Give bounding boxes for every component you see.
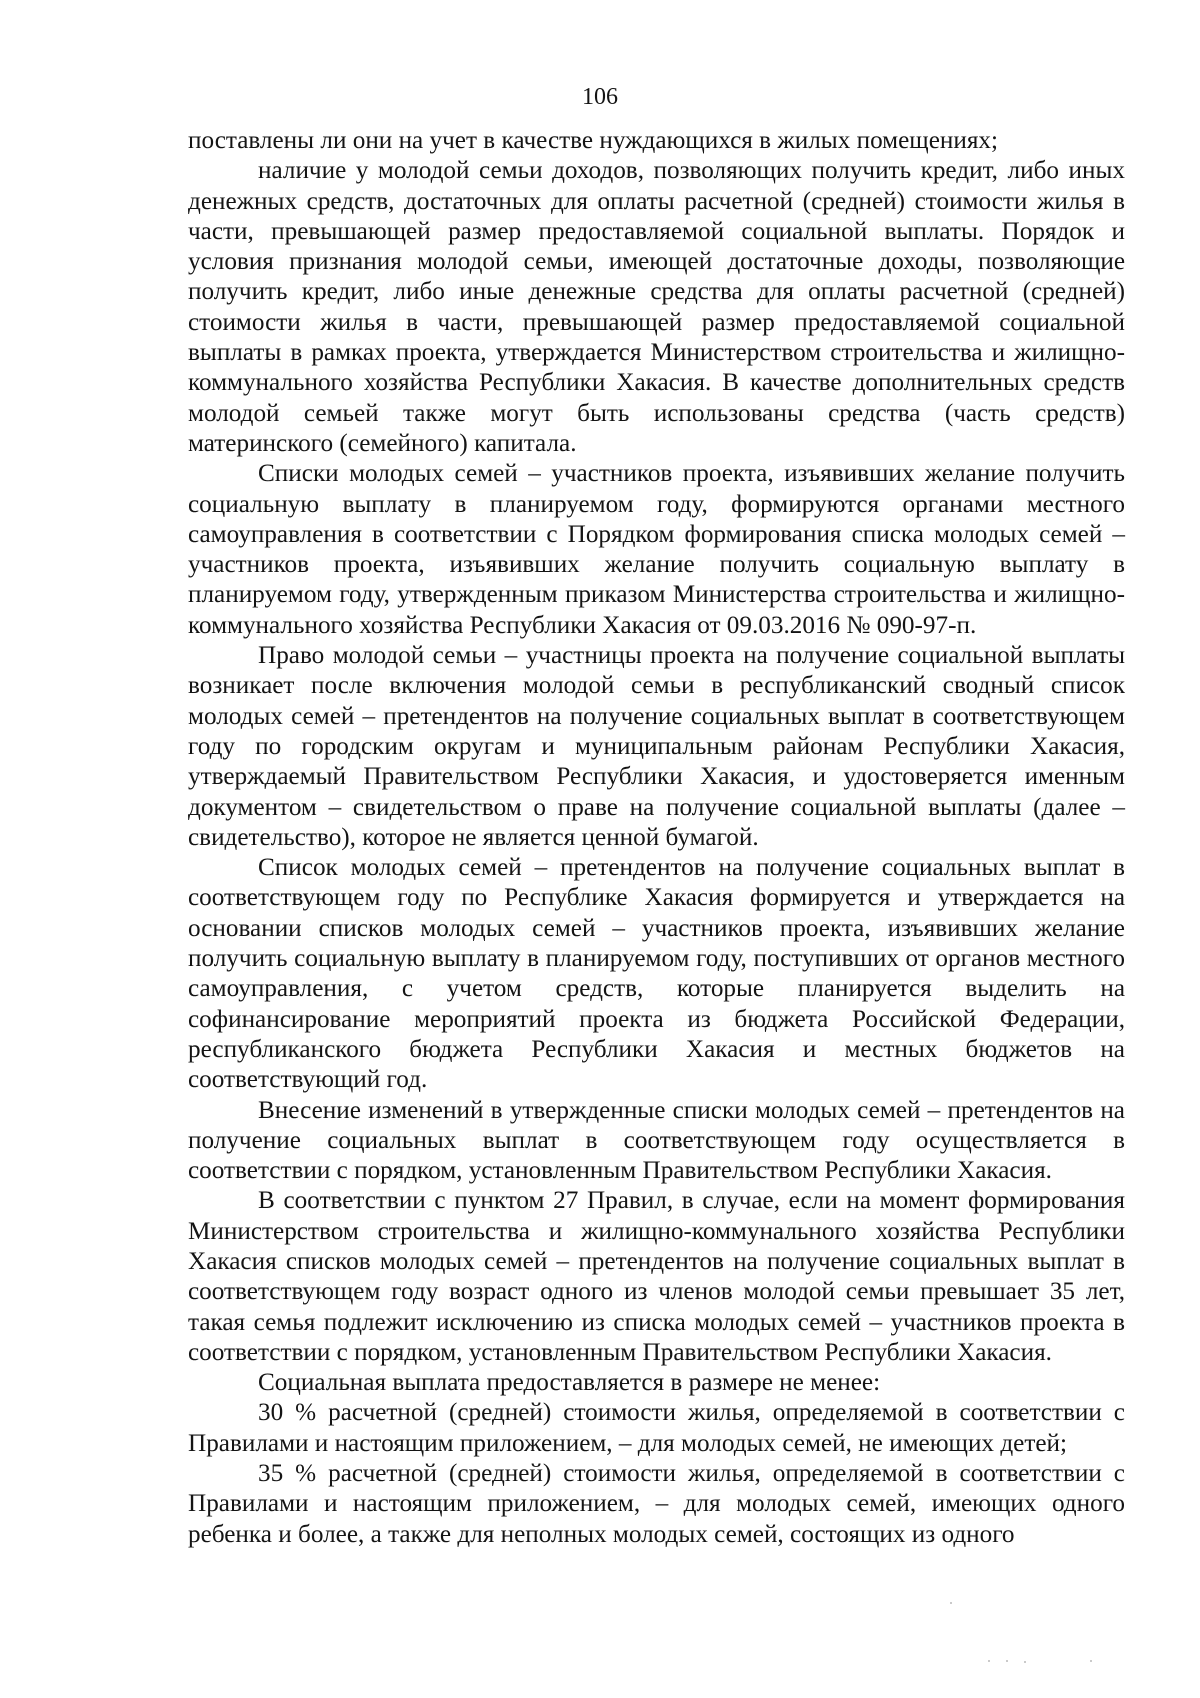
scan-speck <box>1006 1660 1008 1662</box>
scan-speck <box>1024 1661 1026 1663</box>
page-number: 106 <box>582 84 618 110</box>
paragraph-10: 35 % расчетной (средней) стоимости жилья, определяемой в соответствии с Правилами и настоящим приложением, – для молодых семей, имеющих одного ребенка и более, а также для неполных молодых семей, состоящих из одного <box>188 1460 1125 1548</box>
paragraph-7: В соответствии с пунктом 27 Правил, в случае, если на момент формирования Министерством строительства и жилищно-коммунального хозяйства Республики Хакасия списков молодых семей – претендентов на получение социальных выплат в соответствующем году возраст одного из членов молодой семьи превышает 35 лет, такая семья подлежит исключению из списка молодых семей – участников проекта в соответствии с порядком, установленным Правительством Республики Хакасия. <box>188 1187 1125 1366</box>
paragraph-4: Право молодой семьи – участницы проекта на получение социальной выплаты возникает после включения молодой семьи в республиканский сводный список молодых семей – претендентов на получение социальных выплат в соответствующем году по городским округам и муниципальным районам Республики Хакасия, утверждаемый Правительством Республики Хакасия, и удостоверяется именным документом – свидетельством о праве на получение социальной выплаты (далее – свидетельство), которое не является ценной бумагой. <box>188 642 1125 851</box>
paragraph-6: Внесение изменений в утвержденные списки молодых семей – претендентов на получение социальных выплат в соответствующем году осуществляется в соответствии с порядком, установленным Правительством Республики Хакасия. <box>188 1096 1125 1185</box>
paragraph-9: 30 % расчетной (средней) стоимости жилья, определяемой в соответствии с Правилами и настоящим приложением, – для молодых семей, не имеющих детей; <box>188 1399 1125 1457</box>
scan-specks <box>940 1600 1140 1680</box>
paragraph-2: наличие у молодой семьи доходов, позволяющих получить кредит, либо иных денежных средств, достаточных для оплаты расчетной (средней) стоимости жилья в части, превышающей размер предоставляемой социальной выплаты. Порядок и условия признания молодой семьи, имеющей достаточные доходы, позволяющие получить кредит, либо иные денежные средства для оплаты расчетной (средней) стоимости жилья в части, превышающей размер предоставляемой социальной выплаты в рамках проекта, утверждается Министерством строительства и жилищно-коммунального хозяйства Республики Хакасия. В качестве дополнительных средств молодой семьей также могут быть использованы средства (часть средств) материнского (семейного) капитала. <box>188 157 1125 457</box>
paragraph-1: поставлены ли они на учет в качестве нуждающихся в жилых помещениях; <box>188 127 999 154</box>
paragraph-8: Социальная выплата предоставляется в размере не менее: <box>258 1369 881 1397</box>
paragraph-3: Списки молодых семей – участников проекта, изъявивших желание получить социальную выплату в планируемом году, формируются органами местного самоуправления в соответствии с Порядком формирования списка молодых семей – участников проекта, изъявивших желание получить социальную выплату в планируемом году, утвержденным приказом Министерства строительства и жилищно-коммунального хозяйства Республики Хакасия от 09.03.2016 № 090-97-п. <box>188 460 1125 639</box>
scan-speck <box>1090 1660 1092 1662</box>
document-body <box>188 126 1125 1550</box>
paragraph-5: Список молодых семей – претендентов на получение социальных выплат в соответствующем году по Республике Хакасия формируется и утверждается на основании списков молодых семей – участников проекта, изъявивших желание получить социальную выплату в планируемом году, поступивших от органов местного самоуправления, с учетом средств, которые планируется выделить на софинансирование мероприятий проекта из бюджета Российской Федерации, республиканского бюджета Республики Хакасия и местных бюджетов на соответствующий год. <box>188 854 1125 1094</box>
scan-speck <box>950 1602 952 1604</box>
scan-speck <box>988 1660 990 1662</box>
